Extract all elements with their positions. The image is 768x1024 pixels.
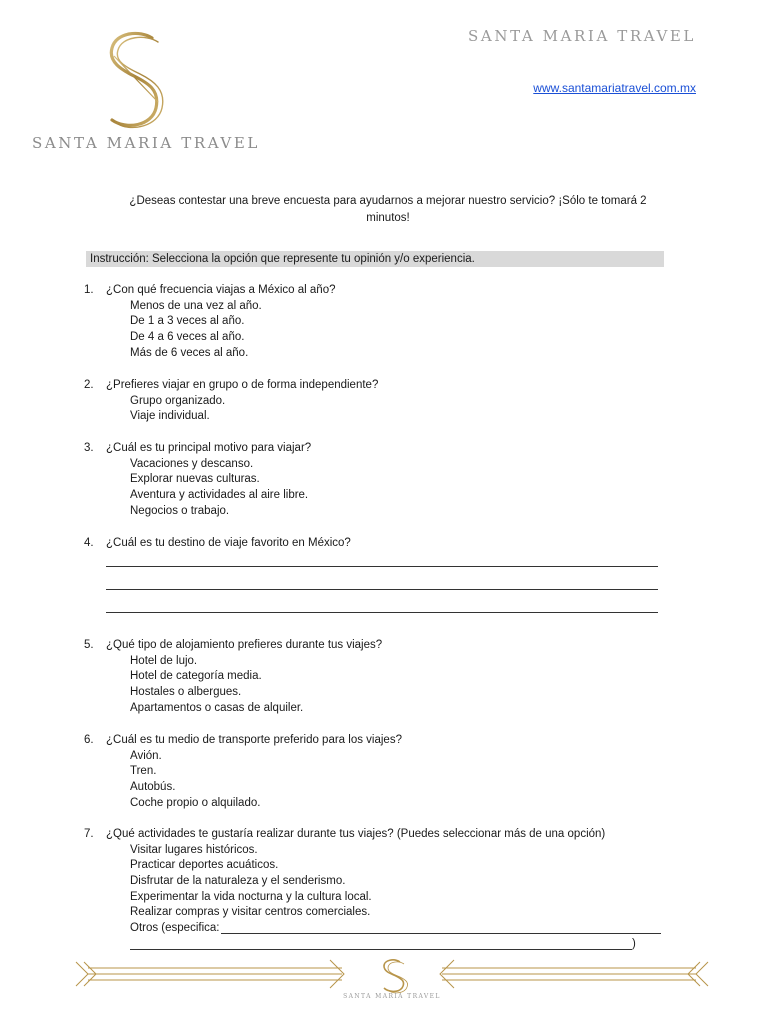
footer-logo-text: SANTA MARIA TRAVEL: [343, 993, 441, 1000]
logo-s-icon: [100, 28, 170, 132]
option-item[interactable]: Disfrutar de la naturaleza y el senderismo.: [130, 875, 346, 888]
question-number: 2.: [84, 379, 94, 391]
question-number: 1.: [84, 284, 94, 296]
option-item[interactable]: Autobús.: [130, 781, 176, 794]
option-list: [130, 457, 308, 520]
option-item[interactable]: De 1 a 3 veces al año.: [130, 315, 245, 328]
option-item[interactable]: Aventura y actividades al aire libre.: [130, 489, 309, 502]
other-answer-line-2[interactable]: [130, 949, 632, 950]
footer-arrows-icon: [62, 952, 722, 996]
option-item[interactable]: Vacaciones y descanso.: [130, 457, 254, 470]
option-list: [130, 749, 260, 812]
footer-ornament: [62, 952, 722, 1012]
option-list: [130, 843, 661, 953]
question-number: 5.: [84, 639, 94, 651]
question-text: ¿Qué actividades te gustaría realizar durante tus viajes? (Puedes seleccionar más de una opción): [106, 828, 606, 840]
other-answer-line[interactable]: [221, 933, 661, 934]
option-item[interactable]: Más de 6 veces al año.: [130, 346, 249, 359]
question-text: ¿Con qué frecuencia viajas a México al año?: [106, 284, 336, 296]
instruction-banner: Instrucción: Selecciona la opción que represente tu opinión y/o experiencia.: [86, 251, 664, 267]
brand-name: SANTA MARIA TRAVEL: [468, 27, 696, 45]
option-item[interactable]: Viaje individual.: [130, 410, 210, 423]
option-item[interactable]: Apartamentos o casas de alquiler.: [130, 701, 304, 714]
intro-line-2: minutos!: [366, 212, 410, 224]
question-text: ¿Cuál es tu medio de transporte preferido para los viajes?: [106, 734, 402, 746]
other-option-continued[interactable]: [130, 937, 661, 953]
intro-text: [108, 193, 668, 227]
option-item[interactable]: Hostales o albergues.: [130, 686, 242, 699]
option-item[interactable]: Menos de una vez al año.: [130, 299, 262, 312]
question-text: ¿Qué tipo de alojamiento prefieres durante tus viajes?: [106, 639, 383, 651]
answer-line-1[interactable]: [106, 566, 658, 567]
other-label: Otros (especifica:: [130, 922, 220, 935]
option-item[interactable]: Coche propio o alquilado.: [130, 796, 261, 809]
question-number: 6.: [84, 734, 94, 746]
option-item[interactable]: De 4 a 6 veces al año.: [130, 331, 245, 344]
question-text: ¿Prefieres viajar en grupo o de forma independiente?: [106, 379, 379, 391]
website-link[interactable]: www.santamariatravel.com.mx: [533, 81, 696, 95]
question-number: 7.: [84, 828, 94, 840]
question-number: 3.: [84, 442, 94, 454]
option-item[interactable]: Hotel de lujo.: [130, 654, 198, 667]
question-text: ¿Cuál es tu destino de viaje favorito en México?: [106, 537, 351, 549]
option-item[interactable]: Tren.: [130, 765, 157, 778]
answer-line-2[interactable]: [106, 589, 658, 590]
question-number: 4.: [84, 537, 94, 549]
option-item[interactable]: Avión.: [130, 749, 162, 762]
answer-line-3[interactable]: [106, 612, 658, 613]
intro-line-1: ¿Deseas contestar una breve encuesta para ayudarnos a mejorar nuestro servicio? ¡Sólo te tomará 2: [129, 195, 647, 207]
logo: [32, 28, 260, 152]
option-item[interactable]: Grupo organizado.: [130, 394, 226, 407]
logo-text: SANTA MARIA TRAVEL: [32, 134, 260, 152]
option-item[interactable]: Explorar nuevas culturas.: [130, 473, 260, 486]
option-item[interactable]: Negocios o trabajo.: [130, 504, 230, 517]
other-option[interactable]: [130, 921, 661, 937]
option-list: [130, 299, 262, 362]
option-item[interactable]: Visitar lugares históricos.: [130, 843, 258, 856]
option-item[interactable]: Hotel de categoría media.: [130, 670, 262, 683]
option-item[interactable]: Realizar compras y visitar centros comerciales.: [130, 906, 371, 919]
option-item[interactable]: Practicar deportes acuáticos.: [130, 859, 279, 872]
question-text: ¿Cuál es tu principal motivo para viajar?: [106, 442, 312, 454]
option-list: [130, 654, 303, 717]
option-list: [130, 394, 225, 425]
option-item[interactable]: Experimentar la vida nocturna y la cultura local.: [130, 890, 372, 903]
other-close-paren: ): [632, 937, 636, 950]
